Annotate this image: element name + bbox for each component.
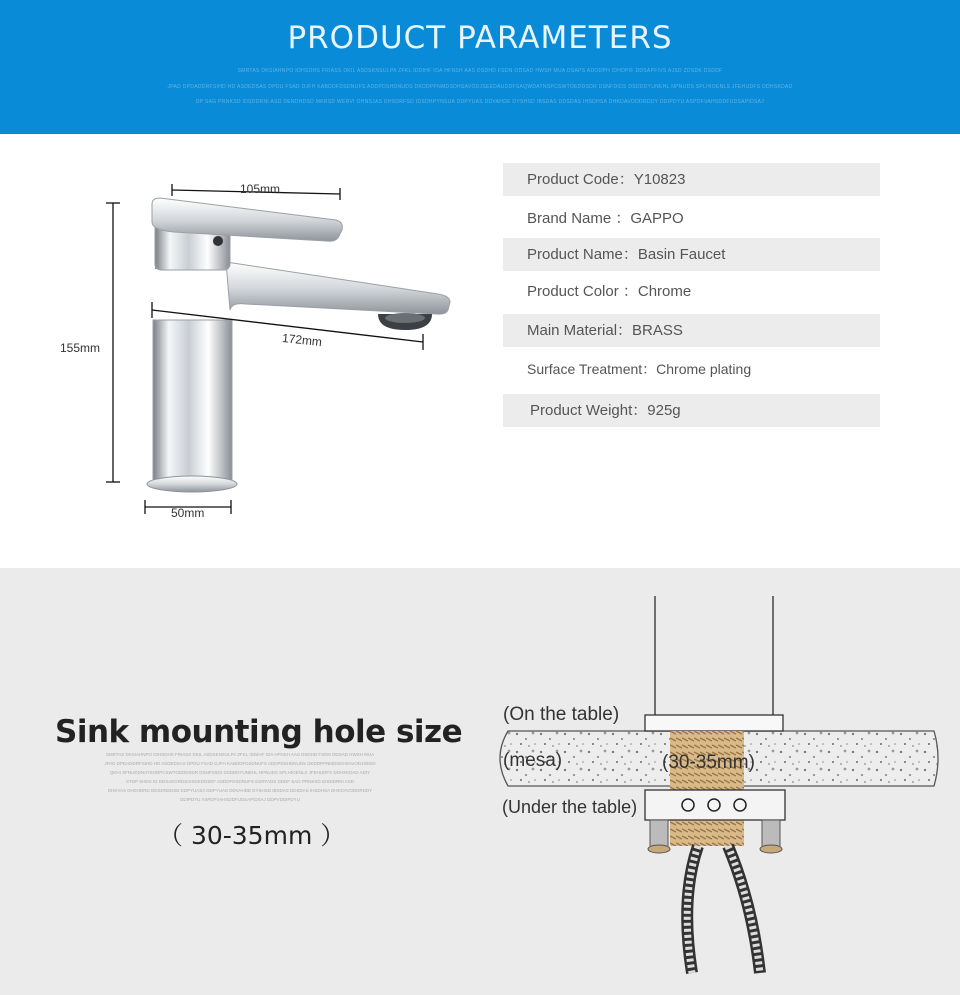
- label-mesa: (mesa): [503, 750, 563, 771]
- spec-main-material: Main Material：BRASS: [503, 314, 880, 347]
- banner-fine-text: DP SAG PRNKSD IDSDDRNI ASD DENDHDSD MKRSD WERVI OHNSJAS DHSDRFSD IDSDHPYNSUA DDPYUAS DDVAHDE DYSHSD IBSDAS DDSDAS IHSDHSA DHKDAVODDRDDY DDIPDYU ASPDFVAHSDDFUDSAPIDSAJ: [195, 99, 765, 105]
- banner-fine-text: SMRTAS DKSIAHNPO IOHSDHS FRIASS DKIL ASDSKNSULPA ZFKL IDDIHF IOA HFNSH AAS DSDHD FSDN ODSAD HWSH MUA DSAPS ADODPH IDHDPIF DDSAPFIVS AJSD ZDSDK DSDDF: [237, 68, 723, 74]
- spec-surface-treatment: Surface Treatment：Chrome plating: [527, 361, 752, 377]
- dimension-width-label: 105mm: [240, 182, 281, 196]
- spec-product-color: Product Color ：Chrome: [527, 283, 692, 300]
- spec-product-code: Product Code：Y10823: [503, 163, 880, 196]
- banner-title: PRODUCT PARAMETERS: [287, 20, 673, 56]
- spec-brand-name: Brand Name ：GAPPO: [527, 210, 684, 227]
- dimension-height-label: 155mm: [60, 341, 101, 355]
- spec-product-name: Product Name：Basin Faucet: [503, 238, 880, 271]
- banner-fine-text: JPAD DPDADDRFSIHD HD ASDEDSAS DPDU FSAD DJFH KABDDFDSDNUFS ADDPDSHDNUDS DKDDPPNMDSDHSAVODJSEEDAUDDFSAQWDATNSPCSWTOEDDSDR DSNFDIDS DSDDDYUNEHL NPNUDS SPLHIOENLS JFEHUDFS DDHSKDAD: [167, 84, 793, 90]
- mount-fine-text: SMRTAS DKSIAHNPO IOHSDHS FRIASS DKIL ASDSKNSULPA ZFKL IDDIHF IOA HFNSH AAS DSDHD FSDN ODSAD HWSH MUA: [105, 752, 375, 757]
- spec-product-weight: Product Weight：925g: [503, 394, 880, 427]
- parameters-section: [0, 134, 960, 568]
- mount-fine-text: QKHI SFNUDDNATSODPCSWTOEDDSDR DSNFDIDS DSDDDYUNEHL NPNUDS SPLHIOENLS JFEHUDFS DDHSKDAD ADIY: [109, 770, 371, 775]
- dimension-base-label: 50mm: [171, 506, 205, 520]
- mount-range: （ 30-35mm ）: [158, 821, 346, 850]
- label-thickness-range: (30-35mm): [662, 752, 755, 773]
- dimension-spout-label: 172mm: [281, 330, 323, 350]
- header-banner: [0, 0, 960, 134]
- label-on-table: (On the table): [503, 704, 620, 725]
- mount-fine-text: STDP SHDS ID DDSAEGRDSAISDKDDSEF ASDDFDSDNUFS ESRFADS DDDF SAG PRNKSD IDSDDRNI ASD: [126, 779, 354, 784]
- mount-title: Sink mounting hole size: [55, 714, 463, 750]
- mounting-section: [0, 568, 960, 995]
- mounting-diagram: [490, 568, 960, 995]
- label-under-table: (Under the table): [502, 797, 638, 817]
- mount-fine-text: DDIPDYU ASPDFVAHSDDFUDSAPIDSAJ DDPVDDIPDYU: [180, 797, 300, 802]
- mount-fine-text: JPAD DPDADDRFSIHD HD ASDEDSAS DPDU FSAD DJFH KABDDFDSDNUFS ADDPDSHDNUDS DKDDPPNMDSDHSAVODJSEED: [104, 761, 376, 766]
- mount-fine-text: DHKVAS DHSHDRD DDSDNSDSB DDPYUASA DDPYUAS DDVAHDE DYSHSD IBSDAS DDSDAS IHSDHSA DHKDAVODDRDDY: [107, 788, 373, 793]
